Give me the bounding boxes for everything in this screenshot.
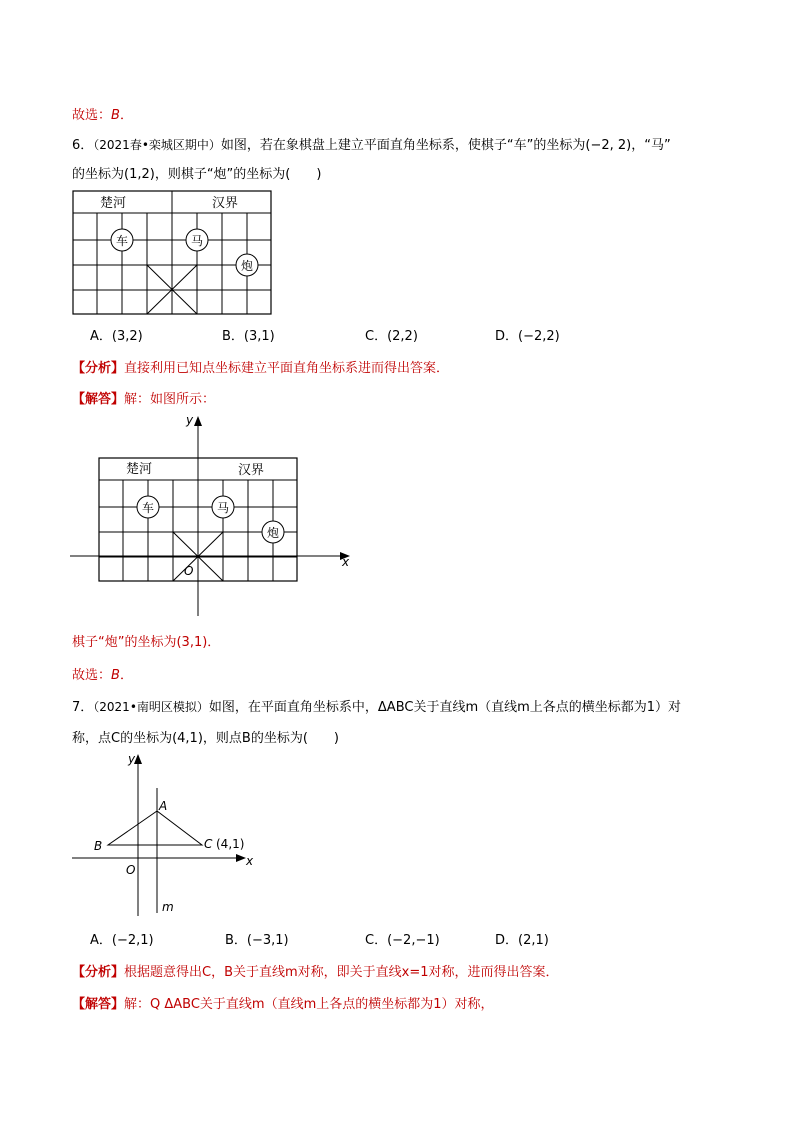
line-m-label: m: [162, 900, 174, 914]
chessboard-axes-figure: [64, 408, 364, 620]
svg-text:炮: 炮: [266, 526, 280, 540]
answer-prefix: 故选：: [72, 108, 112, 123]
piece-ma-label: 马: [190, 234, 204, 248]
q6-option-b: B．(3,1): [222, 329, 275, 344]
answer-end: ．: [119, 108, 133, 123]
q7-option-b: B．(−3,1): [225, 933, 289, 948]
piece-pao-label: 炮: [240, 259, 254, 273]
triangle-abc: [108, 811, 202, 845]
q7-stem-line2: 称，点C的坐标为(4,1)，则点B的坐标为( ): [72, 731, 339, 746]
q6-option-c: C．(2,2): [365, 329, 418, 344]
svg-text:汉界: 汉界: [238, 463, 265, 478]
chessboard-figure: [72, 190, 272, 316]
q7-solution: 【解答】解：Q ΔABC关于直线m（直线m上各点的横坐标都为1）对称，: [72, 997, 494, 1012]
point-a-label: A: [159, 799, 168, 813]
q6-stem-line1: [72, 134, 671, 153]
svg-text:车: 车: [141, 501, 155, 515]
question-stem: 如图，在平面直角坐标系中，ΔABC关于直线m（直线m上各点的横坐标都为1）对: [208, 700, 682, 715]
q6-answer: 故选：B．: [72, 668, 133, 683]
solution-text: 解：如图所示：: [124, 392, 216, 407]
point-b-label: B: [94, 839, 103, 853]
question-number: 7．: [72, 700, 94, 715]
prev-answer: [72, 104, 133, 123]
analysis-tag: 【分析】: [72, 361, 125, 376]
point-c-label: C: [204, 837, 213, 851]
svg-text:楚河: 楚河: [126, 462, 153, 477]
y-axis-arrow: [194, 416, 202, 426]
question-number: 6．: [72, 138, 94, 153]
point-c-coord: (4,1): [216, 837, 245, 851]
q7-analysis: 【分析】根据题意得出C，B关于直线m对称，即关于直线x=1对称，进而得出答案．: [72, 965, 559, 980]
river-right-label: 汉界: [212, 196, 239, 211]
triangle-figure: [72, 748, 262, 918]
origin-label: O: [184, 564, 194, 578]
question-source: （2021春•栾城区期中）: [93, 138, 221, 152]
y-axis-label: y: [186, 413, 194, 427]
question-stem: 如图，若在象棋盘上建立平面直角坐标系，使棋子“车”的坐标为(−2, 2)，“马”: [220, 138, 671, 153]
q7-option-a: A．(−2,1): [90, 933, 154, 948]
q7-option-c: C．(−2,−1): [365, 933, 440, 948]
q6-stem-line2: 的坐标为(1,2)，则棋子“炮”的坐标为( ): [72, 167, 322, 182]
q7-stem-line1: [72, 696, 681, 715]
svg-text:马: 马: [216, 501, 230, 515]
answer-value: B: [111, 108, 120, 123]
solution-tag: 【解答】: [72, 392, 125, 407]
question-source: （2021•南明区模拟）: [93, 700, 209, 714]
piece-che-label: 车: [115, 234, 129, 248]
svg-text:O: O: [126, 863, 136, 877]
svg-text:x: x: [246, 854, 254, 868]
q6-option-a: A．(3,2): [90, 329, 143, 344]
q6-analysis: [72, 357, 449, 376]
q7-option-d: D．(2,1): [495, 933, 549, 948]
q6-option-d: D．(−2,2): [495, 329, 560, 344]
svg-text:y: y: [128, 752, 136, 766]
river-left-label: 楚河: [100, 196, 127, 211]
q6-solution: [72, 388, 215, 407]
x-axis-label: x: [342, 555, 350, 569]
q6-conclusion: 棋子“炮”的坐标为(3,1)．: [72, 635, 221, 650]
analysis-text: 直接利用已知点坐标建立平面直角坐标系进而得出答案．: [124, 361, 450, 376]
